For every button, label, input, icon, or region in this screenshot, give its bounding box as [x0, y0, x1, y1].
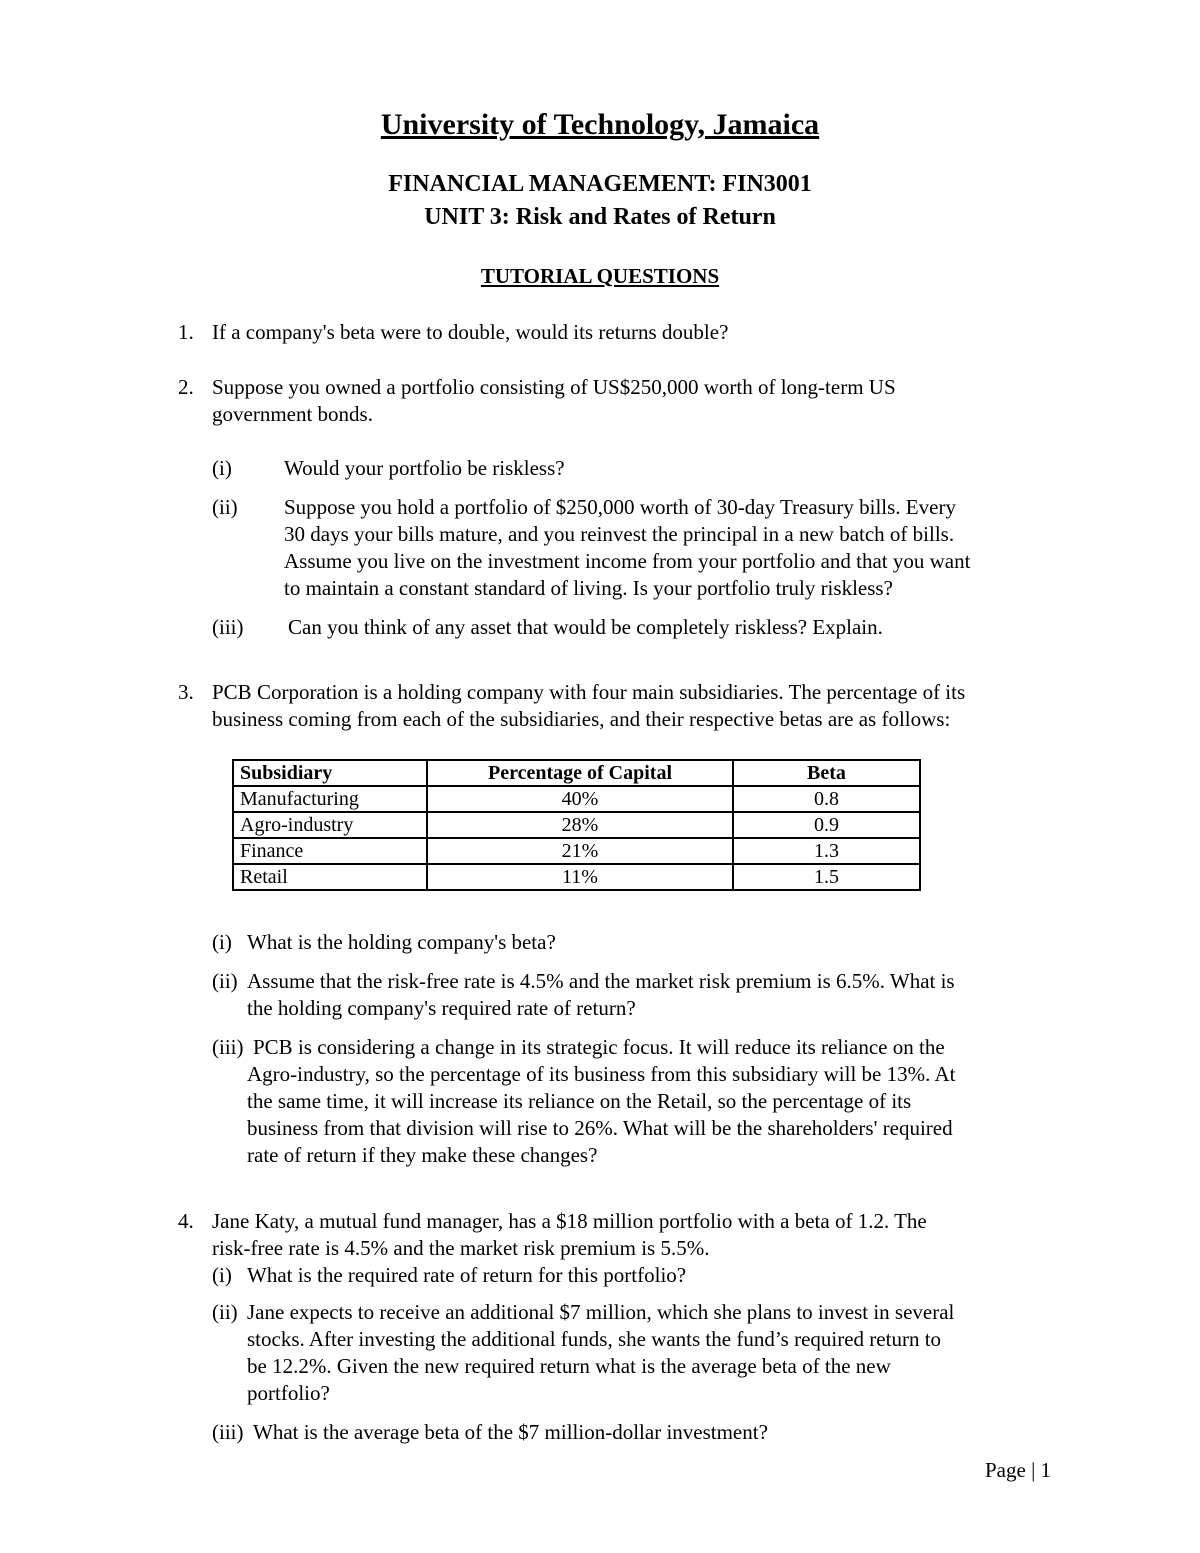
question-2-part-line: Would your portfolio be riskless? — [284, 456, 565, 480]
question-3-part-line: Agro-industry, so the percentage of its business from this subsidiary will be 13%. At — [247, 1062, 956, 1086]
table-cell: 21% — [427, 838, 733, 864]
question-4-part-line: What is the required rate of return for this portfolio? — [247, 1263, 687, 1287]
question-3-line: PCB Corporation is a holding company with four main subsidiaries. The percentage of its — [212, 680, 966, 704]
question-2-part-line: Can you think of any asset that would be completely riskless? Explain. — [288, 615, 883, 639]
question-4-number: 4. — [178, 1209, 194, 1233]
question-3-part-label: (ii) — [212, 969, 238, 993]
question-1-number: 1. — [178, 320, 194, 344]
course-title: FINANCIAL MANAGEMENT: FIN3001 — [388, 171, 812, 197]
table-cell: 1.3 — [733, 838, 920, 864]
university-title: University of Technology, Jamaica — [380, 108, 820, 141]
table-row — [233, 812, 920, 838]
table-row — [233, 864, 920, 890]
question-4-part-line: be 12.2%. Given the new required return what is the average beta of the new — [247, 1354, 891, 1378]
question-2-part-label: (i) — [212, 456, 232, 480]
question-3-number: 3. — [178, 680, 194, 704]
question-4-part-line: Jane expects to receive an additional $7 million, which she plans to invest in several — [247, 1300, 955, 1324]
question-2-part-line: Suppose you hold a portfolio of $250,000 worth of 30-day Treasury bills. Every — [284, 495, 956, 519]
question-3-part-line: rate of return if they make these changes? — [247, 1143, 598, 1167]
table-header-cell: Beta — [733, 760, 920, 786]
table-cell: 11% — [427, 864, 733, 890]
question-4-part-line: What is the average beta of the $7 million-dollar investment? — [253, 1420, 768, 1444]
table-cell: 0.9 — [733, 812, 920, 838]
question-4-line: Jane Katy, a mutual fund manager, has a $18 million portfolio with a beta of 1.2. The — [212, 1209, 927, 1233]
question-2-part-label: (ii) — [212, 495, 238, 519]
table-cell: 40% — [427, 786, 733, 812]
question-3-part-label: (iii) — [212, 1035, 244, 1059]
question-3-part-line: What is the holding company's beta? — [247, 930, 556, 954]
unit-title: UNIT 3: Risk and Rates of Return — [424, 204, 776, 230]
question-2-part-line: Assume you live on the investment income from your portfolio and that you want — [284, 549, 971, 573]
question-2-number: 2. — [178, 375, 194, 399]
question-2-part-line: to maintain a constant standard of living. Is your portfolio truly riskless? — [284, 576, 893, 600]
question-2-part-label: (iii) — [212, 615, 244, 639]
question-4-part-line: portfolio? — [247, 1381, 330, 1405]
table-row — [233, 838, 920, 864]
question-3-part-line: PCB is considering a change in its strategic focus. It will reduce its reliance on the — [253, 1035, 945, 1059]
question-2-part-line: 30 days your bills mature, and you reinvest the principal in a new batch of bills. — [284, 522, 955, 546]
table-cell: Retail — [233, 864, 427, 890]
question-4-part-line: stocks. After investing the additional funds, she wants the fund’s required return to — [247, 1327, 942, 1351]
question-3-line: business coming from each of the subsidiaries, and their respective betas are as follows: — [212, 707, 951, 731]
question-4-part-label: (i) — [212, 1263, 232, 1287]
page-number: Page | 1 — [985, 1458, 1052, 1482]
question-4-part-label: (iii) — [212, 1420, 244, 1444]
question-4-line: risk-free rate is 4.5% and the market risk premium is 5.5%. — [212, 1236, 710, 1260]
question-3-part-label: (i) — [212, 930, 232, 954]
question-3-part-line: business from that division will rise to 26%. What will be the shareholders' required — [247, 1116, 953, 1140]
table-header-row — [233, 760, 920, 786]
table-header-cell: Percentage of Capital — [427, 760, 733, 786]
table-cell: 1.5 — [733, 864, 920, 890]
table-row — [233, 786, 920, 812]
question-1-text: If a company's beta were to double, would its returns double? — [212, 320, 729, 344]
table-cell: Finance — [233, 838, 427, 864]
subsidiary-table — [232, 759, 921, 891]
table-cell: Agro-industry — [233, 812, 427, 838]
table-cell: 0.8 — [733, 786, 920, 812]
table-header-cell: Subsidiary — [233, 760, 427, 786]
question-3-part-line: the same time, it will increase its reliance on the Retail, so the percentage of its — [247, 1089, 912, 1113]
table-cell: 28% — [427, 812, 733, 838]
question-3-part-line: the holding company's required rate of return? — [247, 996, 636, 1020]
section-heading: TUTORIAL QUESTIONS — [480, 264, 720, 288]
table-cell: Manufacturing — [233, 786, 427, 812]
question-2-line: Suppose you owned a portfolio consisting of US$250,000 worth of long-term US — [212, 375, 896, 399]
question-3-part-line: Assume that the risk-free rate is 4.5% and the market risk premium is 6.5%. What is — [247, 969, 955, 993]
question-2-line: government bonds. — [212, 402, 373, 426]
question-4-part-label: (ii) — [212, 1300, 238, 1324]
